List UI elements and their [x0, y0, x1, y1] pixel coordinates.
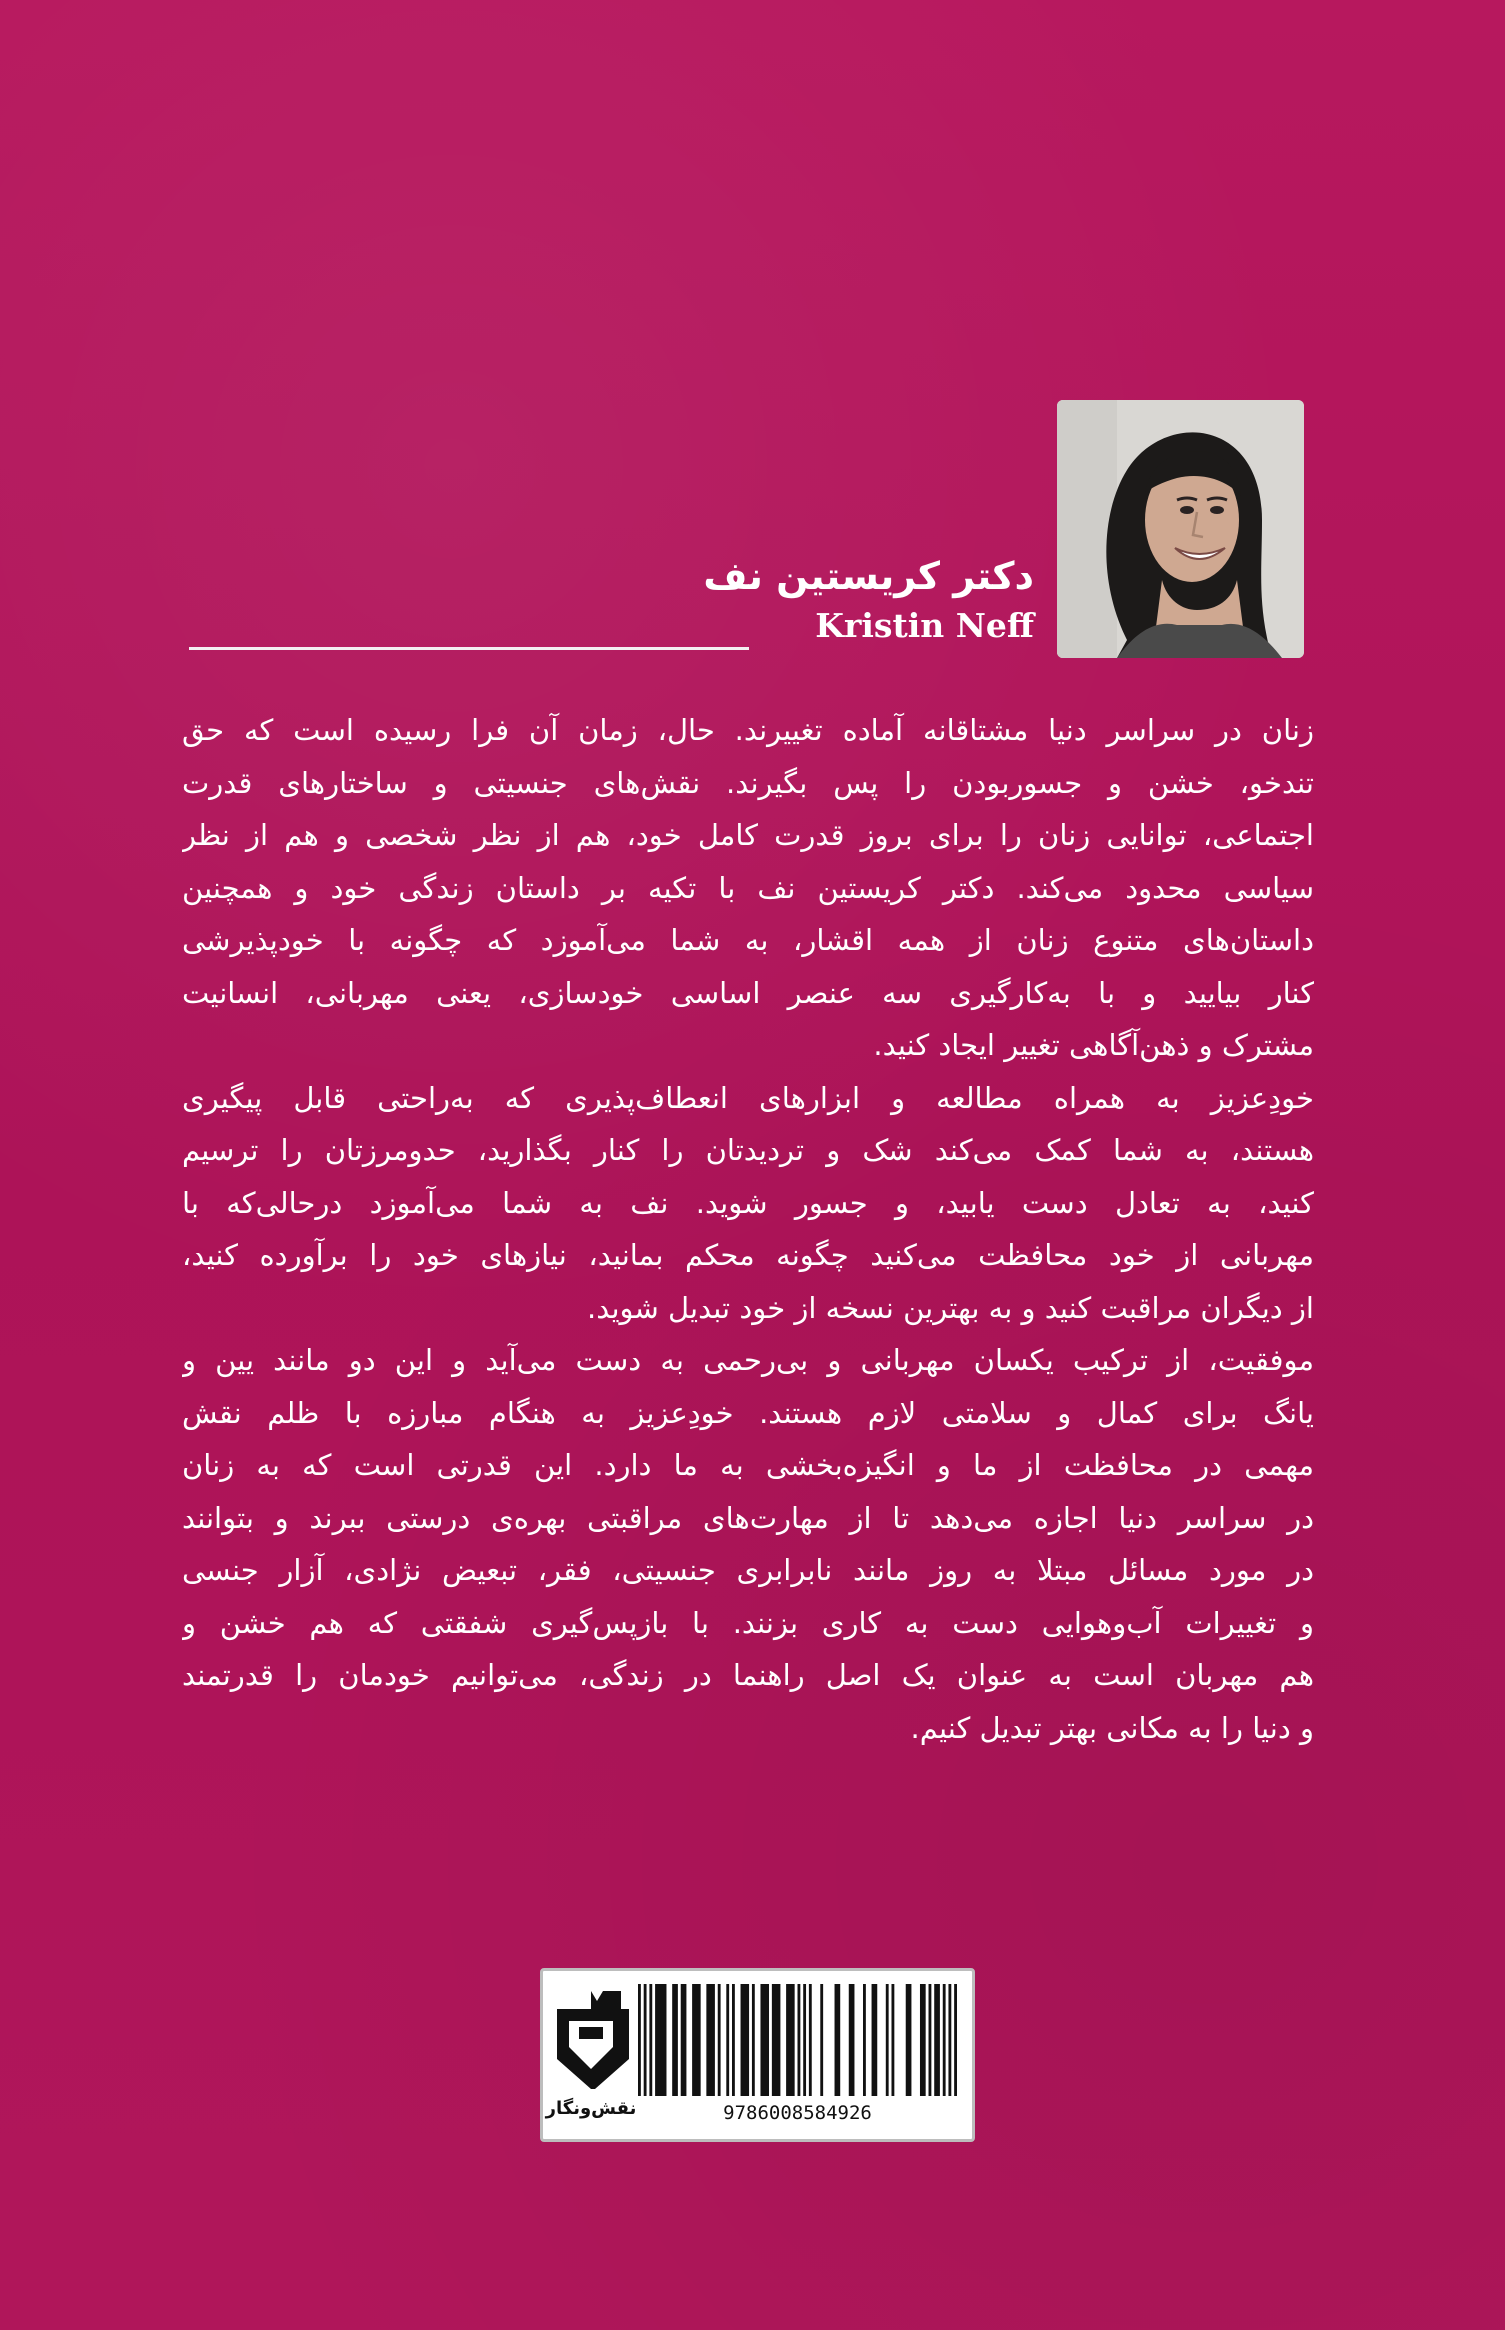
description-line: موفقیت، از ترکیب یکسان مهربانی و بی‌رحمی به دست می‌آید و این دو مانند یین و — [182, 1343, 1314, 1377]
author-photo — [1057, 400, 1304, 658]
book-description — [182, 704, 1314, 1754]
description-line: در مورد مسائل مبتلا به روز مانند نابرابری جنسیتی، فقر، تبعیض نژادی، آزار جنسی — [182, 1553, 1314, 1587]
description-line: کنید، به تعادل دست یابید، و جسور شوید. نف به شما می‌آموزد درحالی‌که با — [182, 1185, 1314, 1220]
description-line: داستان‌های متنوع زنان از همه اقشار، به شما می‌آموزد که چگونه با خودپذیرشی — [182, 923, 1314, 957]
description-line: مهمی در محافظت از ما و انگیزه‌بخشی به ما دارد. این قدرتی است که به زنان — [182, 1448, 1314, 1482]
description-line: و تغییرات آب‌وهوایی دست به کاری بزنند. با بازپس‌گیری شفقتی که هم خشن و — [182, 1605, 1314, 1640]
description-line: و دنیا را به مکانی بهتر تبدیل کنیم. — [910, 1710, 1314, 1745]
description-line: اجتماعی، توانایی زنان را برای بروز قدرت کامل خود، هم از نظر شخصی و هم از نظر — [182, 818, 1314, 852]
description-line: هم مهربان است به عنوان یک اصل راهنما در زندگی، می‌توانیم خودمان را قدرتمند — [182, 1658, 1314, 1692]
author-name-english: Kristin Neff — [815, 606, 1034, 645]
description-line: زنان در سراسر دنیا مشتاقانه آماده تغییرند. حال، زمان آن فرا رسیده است که حق — [182, 713, 1314, 747]
isbn-number: 9786008584926 — [723, 2102, 872, 2124]
description-line: مشترک و ذهن‌آگاهی تغییر ایجاد کنید. — [873, 1028, 1314, 1062]
barcode-bars — [638, 1984, 957, 2096]
description-line: مهربانی از خود محافظت می‌کنید چگونه محکم بمانید، نیازهای خود را برآورده کنید، — [182, 1238, 1314, 1272]
description-line: در سراسر دنیا اجازه می‌دهد تا از مهارت‌های مراقبتی بهره‌ی درستی ببرند و بتوانند — [182, 1500, 1314, 1535]
author-name-persian: دکتر کریستین نف — [703, 554, 1034, 598]
author-divider-line — [189, 647, 749, 650]
description-line: تندخو، خشن و جسوربودن را پس بگیرند. نقش‌های جنسیتی و ساختارهای قدرت — [182, 765, 1314, 800]
description-line: یانگ برای کمال و سلامتی لازم هستند. خودِعزیز به هنگام مبارزه با ظلم نقش — [182, 1395, 1314, 1430]
description-line: سیاسی محدود می‌کند. دکتر کریستین نف با تکیه بر داستان زندگی خود و همچنین — [182, 870, 1314, 905]
barcode-label — [540, 1968, 975, 2142]
description-line: خودِعزیز به همراه مطالعه و ابزارهای انعطاف‌پذیری که به‌راحتی قابل پیگیری — [182, 1080, 1314, 1115]
description-line: هستند، به شما کمک می‌کند شک و تردیدتان را کنار بگذارید، حدومرزتان را ترسیم — [182, 1133, 1314, 1167]
description-line: کنار بیایید و با به‌کارگیری سه عنصر اساسی خودسازی، یعنی مهربانی، انسانیت — [182, 975, 1314, 1010]
author-portrait-image — [1057, 400, 1304, 658]
publisher-name: نقش‌ونگار — [545, 2098, 637, 2119]
publisher-logo-icon — [551, 1989, 631, 2094]
description-line: از دیگران مراقبت کنید و به بهترین نسخه از خود تبدیل شوید. — [587, 1290, 1314, 1325]
